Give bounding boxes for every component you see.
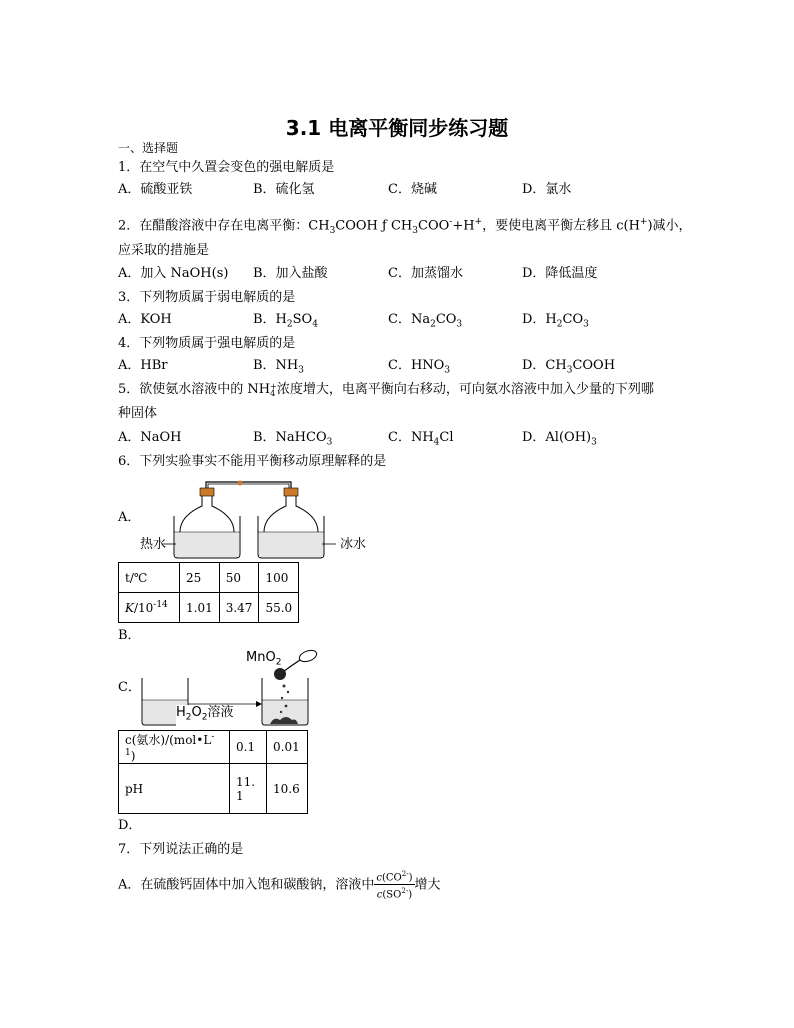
q2-option-b: B．加入盐酸 — [253, 266, 328, 281]
table-b-value-3: 55.0 — [259, 593, 299, 623]
question-4-stem: 4．下列物质属于强电解质的是 — [118, 336, 296, 351]
table-d-value-2: 10.6 — [267, 764, 308, 814]
h2o2-solution-label: $H_2O_2$溶液 — [176, 705, 234, 726]
table-b-row-k: $K/10^{-14}$ — [119, 593, 180, 623]
question-6-stem: 6．下列实验事实不能用平衡移动原理解释的是 — [118, 454, 387, 469]
question-2-stem: 2．在醋酸溶液中存在电离平衡：$CH_3COOH$ ƒ $CH_3COO^-+H^+$，要使电离平衡左移且 c(H+)减小， — [118, 217, 692, 236]
hot-water-label: 热水 — [140, 537, 167, 552]
table-d-header-01: 0.1 — [230, 731, 267, 764]
q1-option-c: C．烧碱 — [388, 182, 437, 197]
q3-option-c: C．$Na_2CO_3$ — [388, 312, 463, 330]
table-b-header-50: 50 — [219, 563, 259, 593]
q1-option-b: B．硫化氢 — [253, 182, 315, 197]
table-b-header-100: 100 — [259, 563, 299, 593]
table-d-header-concentration: c(氨水)$/(mol•L^{-1})$ — [119, 731, 230, 764]
q1-option-a: A．硫酸亚铁 — [118, 182, 193, 197]
q4-option-d: D．$CH_3COOH$ — [522, 358, 616, 376]
question-2-stem-line2: 应采取的措施是 — [118, 243, 210, 258]
question-1-stem: 1．在空气中久置会变色的强电解质是 — [118, 160, 335, 175]
question-7-stem: 7．下列说法正确的是 — [118, 842, 244, 857]
q3-option-d: D．$H_2CO_3$ — [522, 312, 589, 330]
table-ammonia-ph — [118, 730, 308, 814]
q1-option-d: D．氯水 — [522, 182, 572, 197]
table-b-header-25: 25 — [180, 563, 220, 593]
q2-option-d: D．降低温度 — [522, 266, 598, 281]
q4-option-c: C．$HNO_3$ — [388, 358, 451, 376]
table-d-row-ph: pH — [119, 764, 230, 814]
table-temperature-k — [118, 562, 299, 623]
table-b-value-2: 3.47 — [219, 593, 259, 623]
table-d-value-1: 11. 1 — [230, 764, 267, 814]
q3-option-a: A．KOH — [118, 312, 172, 327]
q4-option-a: A．HBr — [118, 358, 168, 373]
question-5-stem: 5．欲使氨水溶液中的 NH + 4 浓度增大，电离平衡向右移动，可向氨水溶液中加入少量的下列哪 — [118, 381, 654, 398]
q5-option-c: C．$NH_4Cl$ — [388, 430, 454, 448]
two-flask-diagram — [136, 472, 366, 562]
section-heading: 一、选择题 — [118, 141, 179, 155]
q4-option-b: B．$NH_3$ — [253, 358, 304, 376]
q6-option-d-label: D． — [118, 818, 142, 833]
q2-option-c: C．加蒸馏水 — [388, 266, 463, 281]
q5-option-a: A．NaOH — [118, 430, 182, 445]
q5-option-b: B．NaHCO$_3$ — [253, 430, 333, 448]
q5-option-d: D．$Al(OH)_3$ — [522, 430, 597, 448]
table-d-header-001: 0.01 — [267, 731, 308, 764]
table-b-value-1: 1.01 — [180, 593, 220, 623]
table-b-header-t: t/℃ — [119, 563, 180, 593]
q6-option-a-label: A． — [118, 510, 141, 525]
page-title: 3.1 电离平衡同步练习题 — [285, 116, 509, 140]
q6-option-b-label: B． — [118, 628, 141, 643]
mno2-label: MnO$_2$ — [246, 650, 282, 668]
q3-option-b: B．$H_2SO_4$ — [253, 312, 318, 330]
question-3-stem: 3．下列物质属于弱电解质的是 — [118, 290, 296, 305]
q7-fraction: $\frac{c(CO^{2-})}{c(SO^{2-})}$ — [376, 870, 413, 901]
q7-option-a: A．在硫酸钙固体中加入饱和碳酸钠，溶液中 $\frac{c(CO^{2-})}{c(SO^{2-})}$ 增大 — [118, 870, 441, 901]
question-5-stem-line2: 种固体 — [118, 406, 158, 421]
q6-option-c-label: C． — [118, 680, 141, 695]
q2-option-a: A．加入 NaOH(s) — [118, 266, 229, 281]
ice-water-label: 冰水 — [340, 537, 367, 552]
